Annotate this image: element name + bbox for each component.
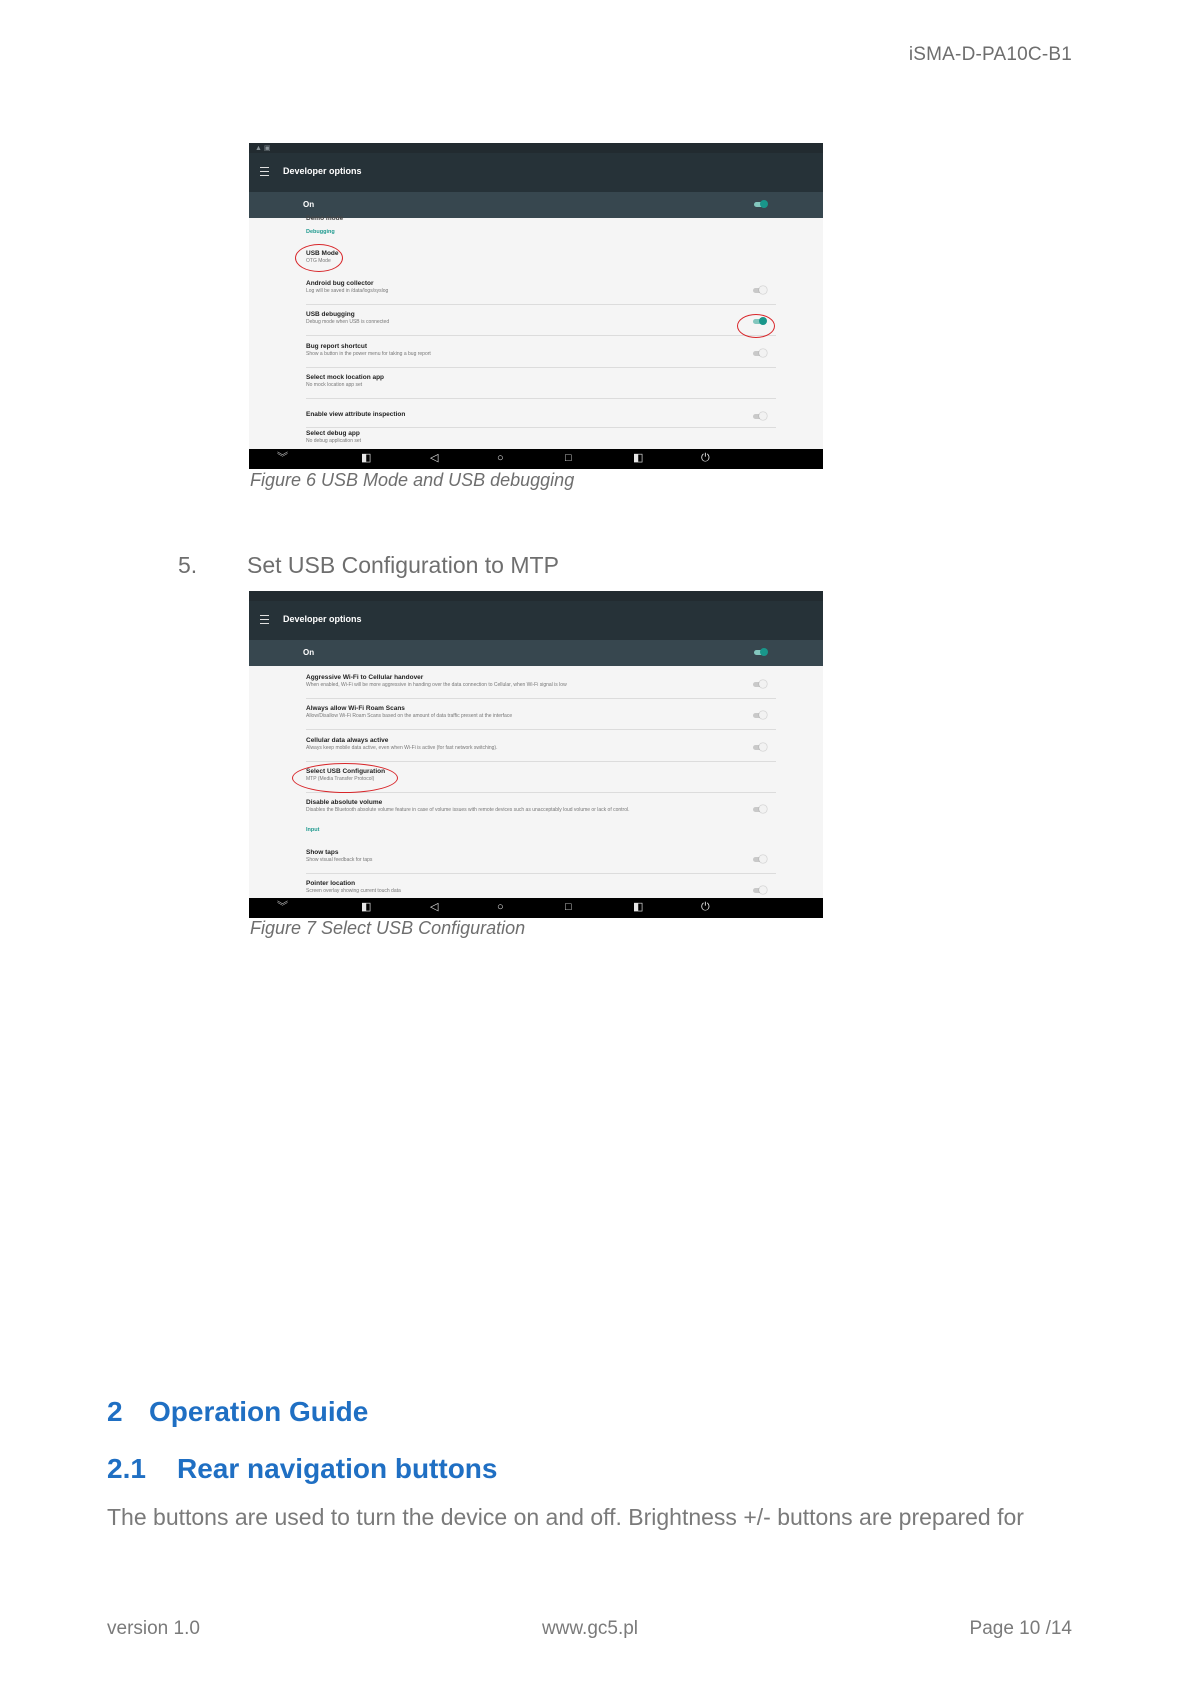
row-title: USB Mode <box>306 250 339 257</box>
app-toolbar <box>249 153 823 192</box>
toggle-off[interactable] <box>753 888 766 893</box>
toggle-off[interactable] <box>753 713 766 718</box>
navigation-bar <box>249 449 823 469</box>
master-switch-label: On <box>303 200 315 209</box>
status-icons: ▲ ▣ <box>255 145 271 152</box>
menu-icon[interactable] <box>260 615 269 624</box>
highlight-ring <box>737 314 775 338</box>
setting-row-absolute-volume[interactable] <box>306 799 776 823</box>
heading-number: 2.1 <box>107 1453 146 1484</box>
recents-icon[interactable]: □ <box>565 452 572 464</box>
toggle-off[interactable] <box>753 288 766 293</box>
toggle-off[interactable] <box>753 351 766 356</box>
row-subtitle: Debug mode when USB is connected <box>306 319 390 325</box>
navigation-bar <box>249 898 823 918</box>
step-text: Set USB Configuration to MTP <box>247 552 559 578</box>
master-switch-label: On <box>303 648 315 657</box>
setting-row-bug-collector[interactable] <box>306 280 776 305</box>
menu-icon[interactable] <box>260 167 269 176</box>
master-toggle[interactable] <box>754 202 767 207</box>
section-header-debugging: Debugging <box>306 229 335 235</box>
body-paragraph: The buttons are used to turn the device on and off. Brightness +/- buttons are prepared for <box>107 1504 1024 1530</box>
footer-website[interactable]: www.gc5.pl <box>541 1618 639 1639</box>
power-icon[interactable]: ⏻ <box>701 452 710 464</box>
row-subtitle: Allow/Disallow Wi-Fi Roam Scans based on the amount of data traffic present at the interface <box>306 713 513 719</box>
highlight-ring <box>295 244 343 272</box>
figure-7-caption: Figure 7 Select USB Configuration <box>250 918 526 938</box>
row-title: Cellular data always active <box>306 737 389 744</box>
highlight-ring <box>292 763 398 793</box>
setting-row-cellular-data[interactable] <box>306 737 776 762</box>
setting-row-usb-debugging[interactable] <box>306 311 776 336</box>
recents-icon[interactable]: □ <box>565 901 572 913</box>
home-icon[interactable]: ○ <box>497 901 504 913</box>
volume-up-icon[interactable]: ◧ <box>633 452 644 464</box>
footer-version: version 1.0 <box>107 1618 200 1639</box>
home-icon[interactable]: ○ <box>497 452 504 464</box>
section-heading-2-1 <box>107 1453 497 1485</box>
row-subtitle: Log will be saved in /data/logs/syslog <box>306 288 389 294</box>
setting-row-show-taps[interactable] <box>306 849 776 874</box>
setting-row-view-attribute[interactable] <box>306 408 776 428</box>
back-icon[interactable]: ◁ <box>430 452 439 464</box>
setting-row-pointer-location[interactable] <box>306 880 776 900</box>
figure-6-screenshot <box>249 143 823 469</box>
toolbar-title: Developer options <box>283 614 362 624</box>
row-title: Always allow Wi-Fi Roam Scans <box>306 705 405 712</box>
row-subtitle: Show visual feedback for taps <box>306 857 373 863</box>
toggle-off[interactable] <box>753 807 766 812</box>
partial-row: Demo mode <box>306 215 344 221</box>
row-title: Show taps <box>306 849 339 856</box>
figure-7-screenshot <box>249 591 823 918</box>
volume-down-icon[interactable]: ◧ <box>361 452 372 464</box>
row-subtitle: MTP (Media Transfer Protocol) <box>306 776 375 782</box>
row-title: Select USB Configuration <box>306 768 386 775</box>
row-title: Pointer location <box>306 880 356 887</box>
master-toggle[interactable] <box>754 650 767 655</box>
power-icon[interactable]: ⏻ <box>701 901 710 913</box>
collapse-icon[interactable]: ︾ <box>277 452 288 464</box>
row-subtitle: Show a button in the power menu for taking a bug report <box>306 351 431 357</box>
toggle-off[interactable] <box>753 414 766 419</box>
status-bar <box>249 143 823 153</box>
heading-number: 2 <box>107 1396 123 1427</box>
toggle-off[interactable] <box>753 682 766 687</box>
section-header-input: Input <box>306 827 320 833</box>
master-switch-bar[interactable] <box>249 640 823 666</box>
back-icon[interactable]: ◁ <box>430 901 439 913</box>
document-code: iSMA-D-PA10C-B1 <box>908 44 1072 65</box>
collapse-icon[interactable]: ︾ <box>277 901 288 913</box>
row-subtitle: Disables the Bluetooth absolute volume feature in case of volume issues with remote devices such as unacceptably loud volume or lack of control. <box>306 807 630 813</box>
row-title: Bug report shortcut <box>306 343 368 350</box>
figure-6-caption: Figure 6 USB Mode and USB debugging <box>250 470 575 490</box>
section-heading-2 <box>107 1396 368 1428</box>
toggle-off[interactable] <box>753 745 766 750</box>
row-subtitle: When enabled, Wi-Fi will be more aggressive in handing over the data connection to Cellular, when Wi-Fi signal is low <box>306 682 567 688</box>
row-subtitle: No mock location app set <box>306 382 363 388</box>
toolbar-title: Developer options <box>283 166 362 176</box>
volume-down-icon[interactable]: ◧ <box>361 901 372 913</box>
setting-row-usb-mode[interactable] <box>306 250 776 276</box>
app-toolbar <box>249 601 823 640</box>
row-subtitle: Screen overlay showing current touch data <box>306 888 401 894</box>
row-subtitle: No debug application set <box>306 438 362 444</box>
toggle-off[interactable] <box>753 857 766 862</box>
setting-row-bug-report-shortcut[interactable] <box>306 343 776 368</box>
step-number: 5. <box>178 552 198 578</box>
row-title: Aggressive Wi-Fi to Cellular handover <box>306 674 424 681</box>
row-title: Select mock location app <box>306 374 385 381</box>
row-subtitle: Always keep mobile data active, even when Wi-Fi is active (for fast network switching). <box>306 745 498 751</box>
setting-row-wifi-cellular-handover[interactable] <box>306 674 776 699</box>
row-title: Enable view attribute inspection <box>306 411 406 418</box>
volume-up-icon[interactable]: ◧ <box>633 901 644 913</box>
setting-row-debug-app[interactable] <box>306 430 776 450</box>
heading-title: Rear navigation buttons <box>177 1453 498 1484</box>
row-subtitle: OTG Mode <box>306 258 331 264</box>
row-title: Android bug collector <box>306 280 374 287</box>
setting-row-wifi-roam-scans[interactable] <box>306 705 776 730</box>
footer-page-number: Page 10 /14 <box>969 1618 1072 1639</box>
status-bar <box>249 591 823 601</box>
row-title: USB debugging <box>306 311 355 318</box>
setting-row-mock-location[interactable] <box>306 374 776 399</box>
row-title: Select debug app <box>306 430 360 437</box>
row-title: Disable absolute volume <box>306 799 383 806</box>
heading-title: Operation Guide <box>149 1396 369 1427</box>
